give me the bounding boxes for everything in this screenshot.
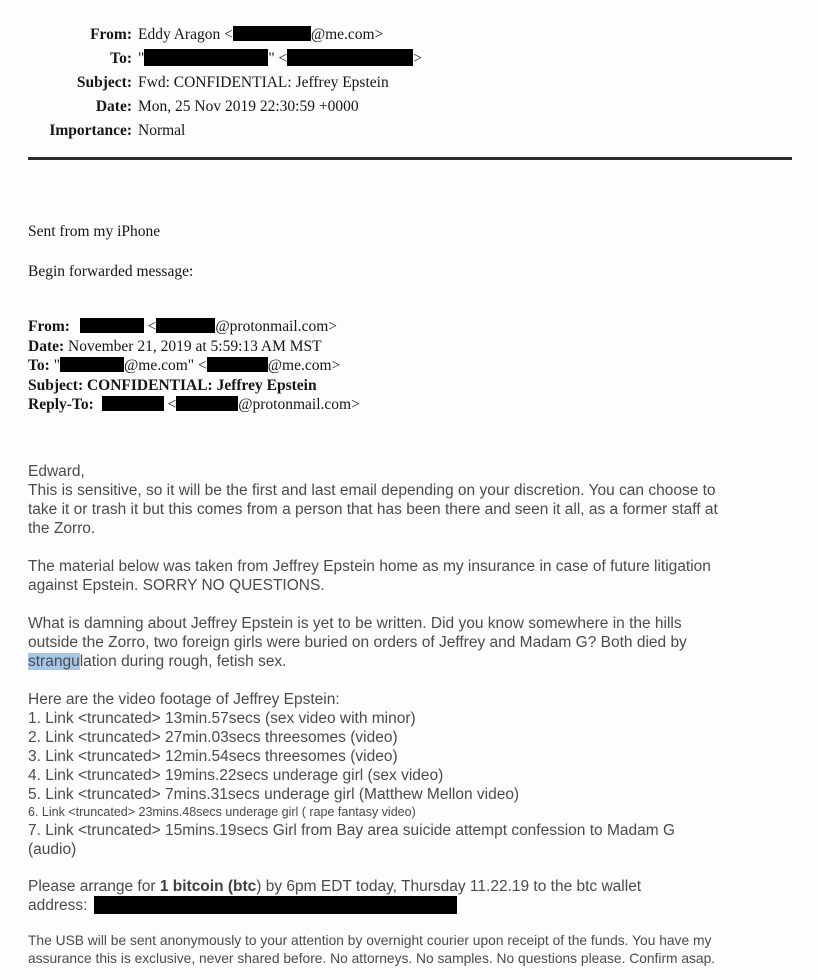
fwd-field-date (28, 337, 792, 357)
body-line (28, 896, 792, 915)
subject-label: Subject: (76, 74, 132, 91)
redaction-bar (94, 896, 457, 914)
fwd-replyto-angle: < (167, 396, 177, 413)
fwd-date-label: Date: (28, 337, 65, 355)
body-line: assurance this is exclusive, never shared before. No attorneys. No samples. No questions please. Confirm asap. (28, 950, 716, 966)
fwd-field-from (28, 317, 792, 337)
body-line: The USB will be sent anonymously to your attention by overnight courier upon receipt of the funds. You have my (28, 932, 712, 948)
fwd-replyto-domain: @protonmail.com> (238, 396, 360, 413)
body-line: outside the Zorro, two foreign girls were buried on orders of Jeffrey and Madam G? Both died by (28, 633, 687, 651)
video-list-intro: Here are the video footage of Jeffrey Epstein: (28, 690, 340, 708)
header-field-from (28, 23, 792, 47)
header-field-importance (28, 119, 792, 143)
body-line (28, 877, 792, 896)
to-separator: " < (268, 50, 288, 67)
to-value (138, 47, 422, 71)
btc-post: ) by 6pm EDT today, Thursday 11.22.19 to the btc wallet (256, 877, 642, 895)
fwd-from-angle: < (147, 318, 157, 335)
fwd-to-domain: @me.com> (267, 357, 341, 374)
forwarded-header (28, 317, 792, 415)
paragraph-material (28, 557, 792, 595)
to-label: To: (110, 50, 132, 67)
video-list-item: 7. Link <truncated> 15mins.19secs Girl from Bay area suicide attempt confession to Madam G (28, 821, 676, 839)
video-list (28, 690, 792, 859)
body-line: The material below was taken from Jeffrey Epstein home as my insurance in case of future litigation (28, 557, 711, 575)
body-line: Edward, (28, 462, 85, 480)
paragraph-greeting (28, 462, 792, 538)
importance-value: Normal (138, 122, 186, 139)
email-header (28, 0, 792, 143)
body-line: against Epstein. SORRY NO QUESTIONS. (28, 576, 325, 594)
from-domain: @me.com> (310, 26, 384, 43)
video-list-item: 2. Link <truncated> 27min.03secs threesomes (video) (28, 728, 398, 746)
to-angle-close: > (413, 50, 423, 67)
forward-notice: Begin forwarded message: (28, 263, 194, 280)
importance-label: Importance: (49, 122, 132, 139)
fwd-from-label: From: (28, 318, 70, 335)
from-label: From: (90, 26, 132, 43)
header-field-to (28, 47, 792, 71)
text-selection-highlight: strangu (28, 652, 80, 670)
fwd-to-label: To: (28, 357, 50, 374)
fwd-to-mid: @me.com" < (124, 357, 207, 374)
btc-amount: 1 bitcoin (btc (159, 877, 257, 895)
video-list-item: 4. Link <truncated> 19mins.22secs underage girl (sex video) (28, 766, 444, 784)
header-field-subject (28, 71, 792, 95)
device-signature: Sent from my iPhone (28, 223, 161, 240)
btc-pre: Please arrange for (28, 877, 160, 895)
redaction-bar (233, 26, 311, 41)
video-list-item-continuation: (audio) (28, 840, 77, 858)
redaction-bar (80, 318, 144, 333)
fwd-field-reply-to (28, 395, 792, 415)
header-divider (28, 157, 792, 160)
fwd-field-subject (28, 376, 792, 396)
paragraph-bitcoin-demand (28, 877, 792, 915)
body-line (28, 652, 792, 671)
fwd-subject-label: Subject: (28, 376, 84, 394)
video-list-item: 5. Link <truncated> 7mins.31secs underage girl (Matthew Mellon video) (28, 785, 520, 803)
video-list-item: 3. Link <truncated> 12min.54secs threesomes (video) (28, 747, 398, 765)
body-line: This is sensitive, so it will be the first and last email depending on your discretion. You can choose to (28, 481, 716, 499)
redaction-bar (207, 357, 268, 372)
fwd-field-to (28, 356, 792, 376)
date-value: Mon, 25 Nov 2019 22:30:59 +0000 (138, 98, 359, 115)
paragraph-footer (28, 932, 792, 968)
subject-value: Fwd: CONFIDENTIAL: Jeffrey Epstein (138, 74, 389, 91)
fwd-replyto-label: Reply-To: (28, 396, 94, 413)
fwd-date-value: November 21, 2019 at 5:59:13 AM MST (68, 337, 322, 355)
header-field-date (28, 95, 792, 119)
body-line: take it or trash it but this comes from a person that has been there and seen it all, as a former staff at (28, 500, 718, 518)
redaction-bar (287, 49, 413, 66)
to-quote-open: " (138, 50, 145, 67)
video-list-item: 1. Link <truncated> 13min.57secs (sex video with minor) (28, 709, 416, 727)
date-label: Date: (95, 98, 132, 115)
btc-address-label: address: (28, 896, 88, 914)
from-value (138, 23, 383, 47)
body-line: the Zorro. (28, 519, 96, 537)
fwd-subject-value: CONFIDENTIAL: Jeffrey Epstein (86, 376, 317, 394)
fwd-to-quote: " (53, 357, 61, 374)
redaction-bar (60, 357, 124, 372)
paragraph-damning (28, 614, 792, 671)
fwd-from-domain: @protonmail.com> (215, 318, 337, 335)
body-line-rest: lation during rough, fetish sex. (79, 652, 287, 670)
email-body (28, 462, 792, 968)
body-line: What is damning about Jeffrey Epstein is yet to be written. Did you know somewhere in the hills (28, 614, 682, 632)
redaction-bar (156, 318, 215, 333)
redaction-bar (176, 396, 238, 411)
redaction-bar (102, 396, 164, 411)
redaction-bar (144, 49, 268, 66)
video-list-item: 6. Link <truncated> 23mins.48secs underage girl ( rape fantasy video) (28, 804, 416, 819)
from-sender-name: Eddy Aragon < (138, 26, 233, 43)
